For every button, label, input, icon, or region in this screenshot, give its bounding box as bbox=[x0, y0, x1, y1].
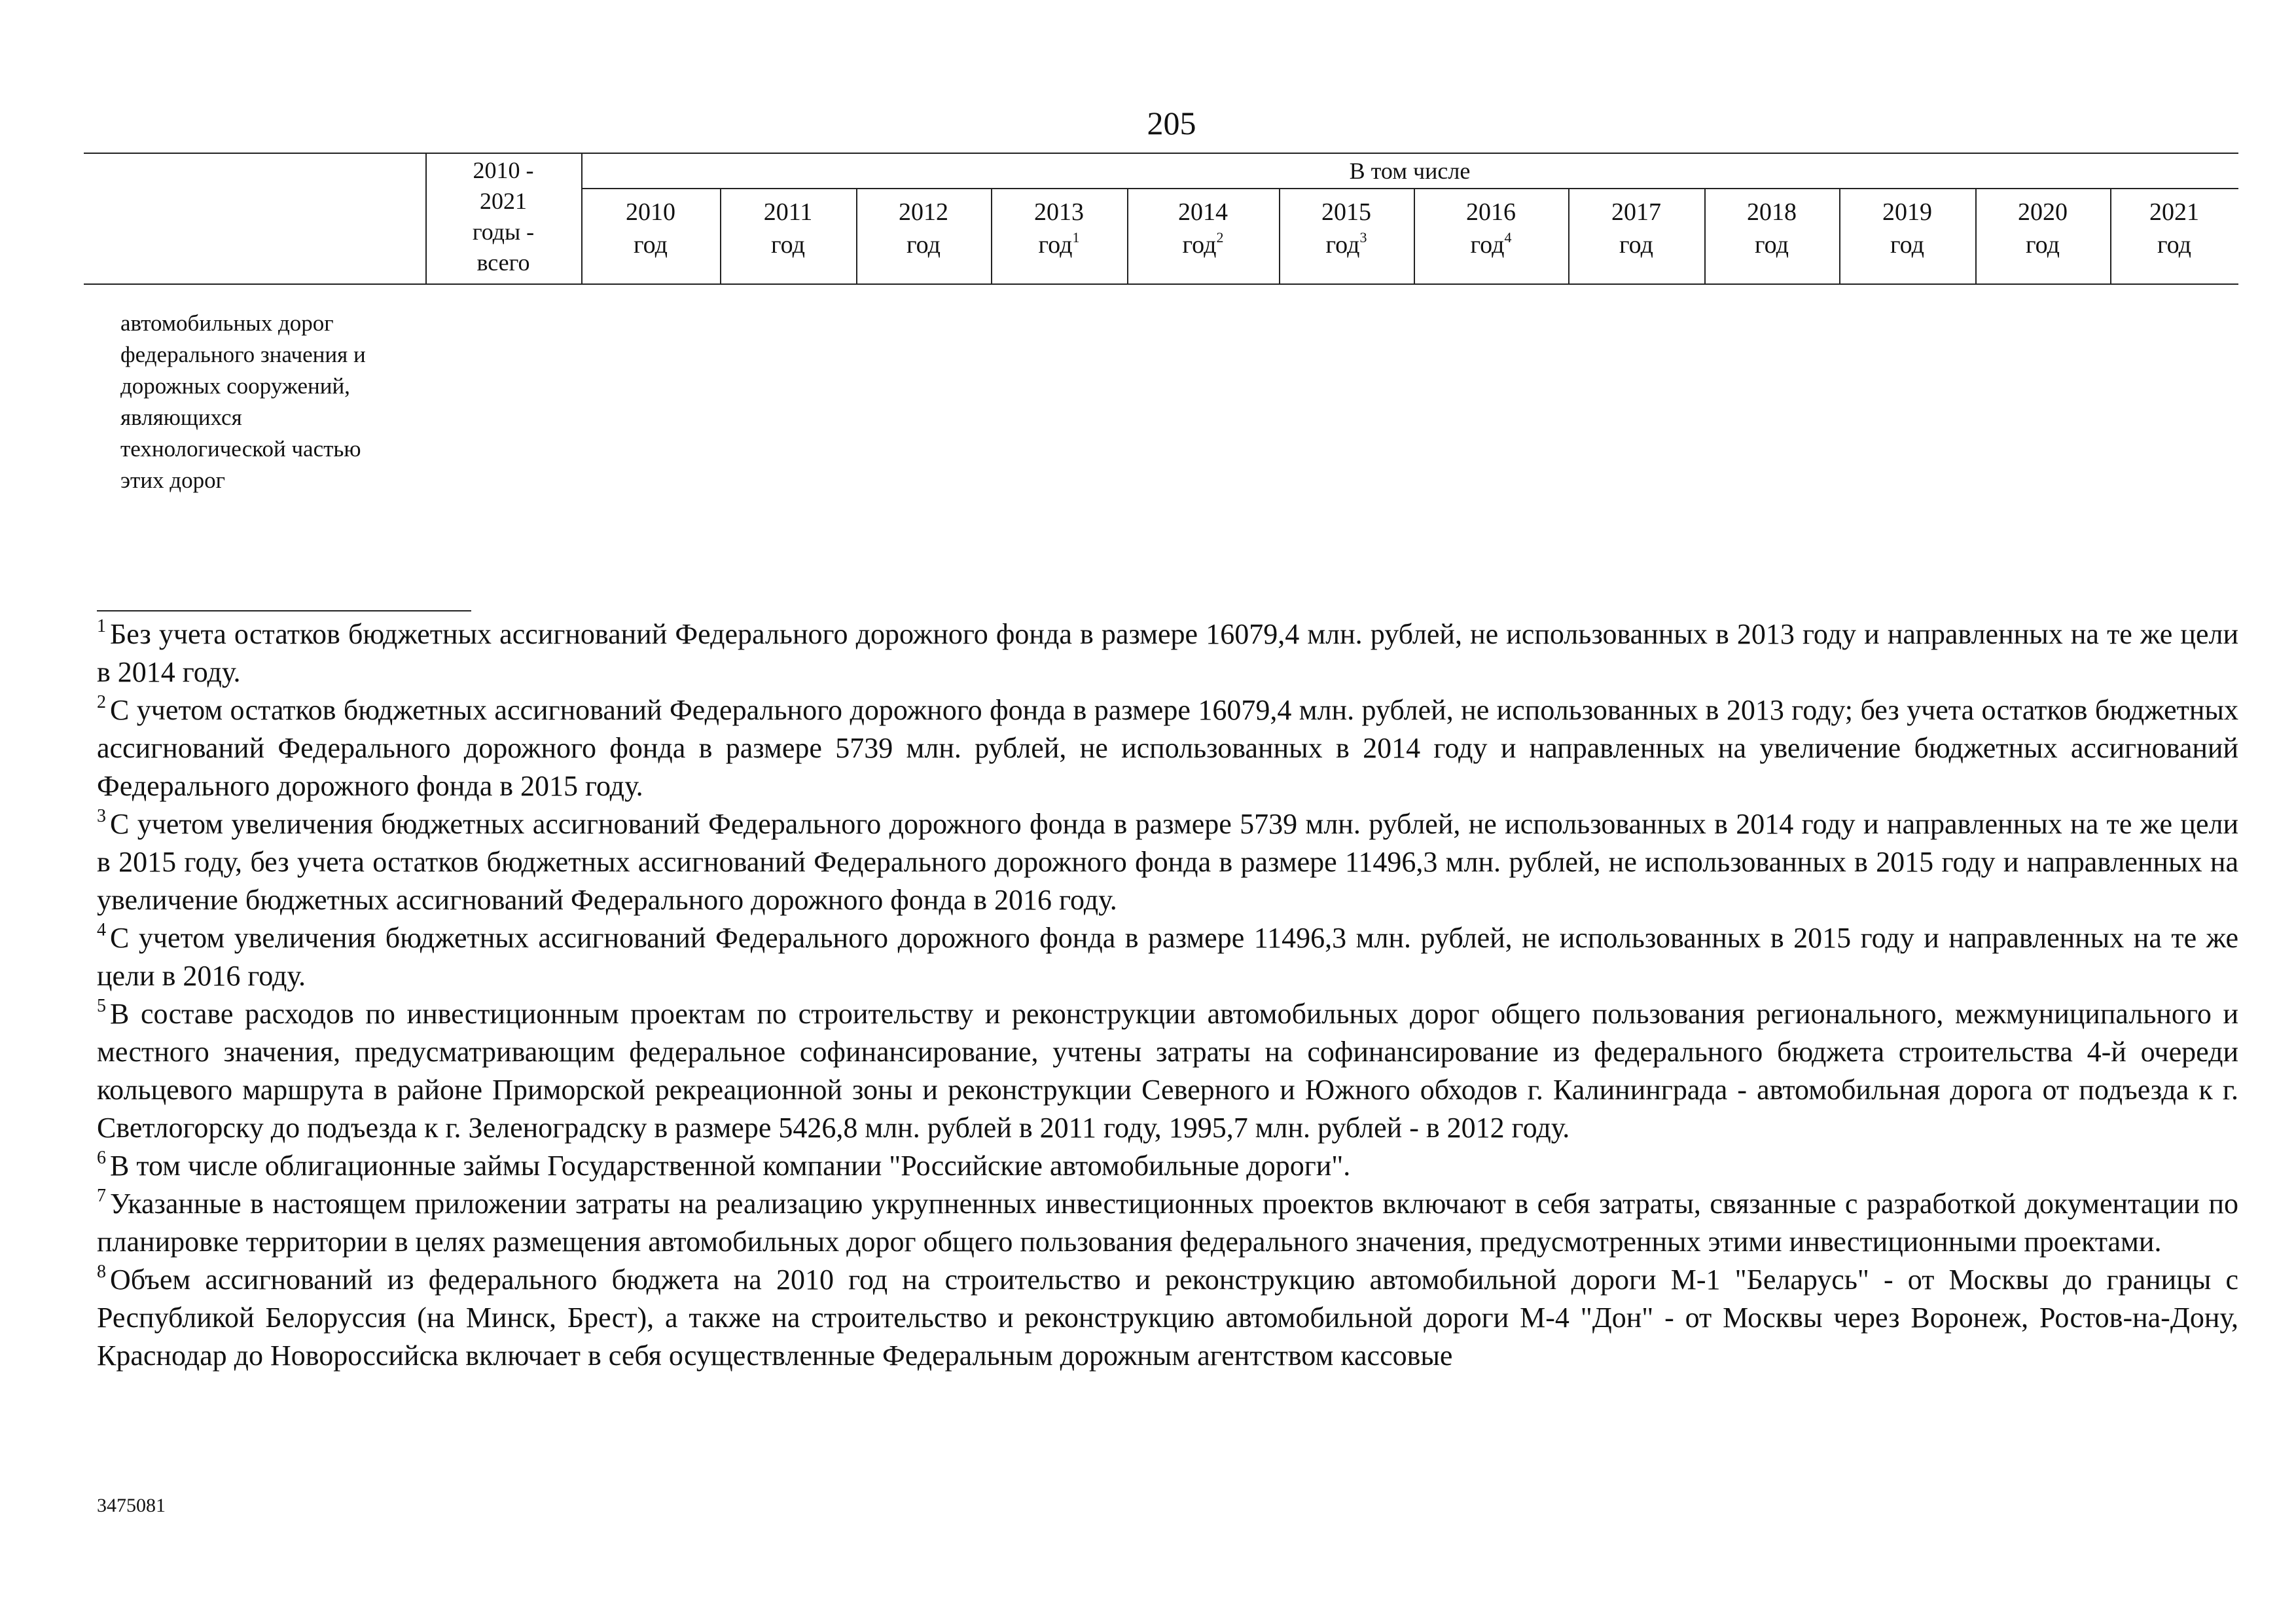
year-unit-text: год bbox=[1470, 231, 1505, 259]
year-label: 2014 bbox=[1178, 198, 1228, 226]
year-unit-text: год bbox=[1182, 231, 1217, 259]
row-label-line: являющихся bbox=[120, 405, 242, 430]
year-unit bbox=[1975, 228, 2110, 261]
year-unit bbox=[581, 228, 720, 261]
footnote-reference: 3 bbox=[1359, 229, 1367, 246]
footnote bbox=[97, 1261, 2238, 1375]
year-unit bbox=[1568, 228, 1704, 261]
year-label: 2017 bbox=[1611, 198, 1661, 226]
year-column-header bbox=[1279, 188, 1414, 283]
year-unit-text: год bbox=[906, 231, 941, 259]
footnote bbox=[97, 995, 2238, 1147]
footnote bbox=[97, 1147, 2238, 1185]
year-label: 2021 bbox=[2149, 198, 2199, 226]
footnote-separator bbox=[97, 610, 471, 611]
footnote-number: 3 bbox=[97, 806, 106, 826]
year-unit-text: год bbox=[1038, 231, 1073, 259]
total-header-line: 2010 - bbox=[473, 157, 534, 183]
year-label: 2018 bbox=[1747, 198, 1797, 226]
included-title: В том числе bbox=[1349, 158, 1471, 184]
footnote-text: В том числе облигационные займы Государственной компании "Российские автомобильные дороги". bbox=[110, 1150, 1351, 1182]
row-label-line: дорожных сооружений, bbox=[120, 373, 350, 399]
year-unit bbox=[1127, 228, 1279, 261]
total-header-line: 2021 bbox=[480, 188, 527, 214]
footnote bbox=[97, 1185, 2238, 1261]
total-header-line: всего bbox=[476, 249, 530, 276]
year-column-header bbox=[991, 188, 1127, 283]
year-column-header bbox=[1414, 188, 1568, 283]
footnote-text: Указанные в настоящем приложении затраты на реализацию укрупненных инвестиционных проектов включают в себя затраты, связанные с разработкой документации по планировке территории в целях размещения автомобильных дорог общего пользования федерального значения, предусмотренных этими инвестиционными проектами. bbox=[97, 1188, 2238, 1258]
year-column-header bbox=[1975, 188, 2110, 283]
footnote bbox=[97, 691, 2238, 805]
row-label-line: автомобильных дорог bbox=[120, 310, 334, 336]
year-unit-text: год bbox=[1755, 231, 1789, 259]
year-label: 2016 bbox=[1466, 198, 1516, 226]
footnote bbox=[97, 615, 2238, 691]
row-label-line: технологической частью bbox=[120, 436, 361, 462]
footnote-number: 4 bbox=[97, 920, 106, 940]
year-column-header bbox=[1704, 188, 1839, 283]
year-column-header bbox=[1839, 188, 1975, 283]
year-unit-text: год bbox=[2157, 231, 2191, 259]
footnote-text: В составе расходов по инвестиционным проектам по строительству и реконструкции автомобильных дорог общего пользования регионального, межмуниципального и местного значения, предусматривающим федеральное софинансирование, учтены затраты на софинансирование из федерального бюджета строительства 4-й очереди кольцевого маршрута в районе Приморской рекреационной зоны и реконструкции Северного и Южного обходов г. Калининграда - автомобильная дорога от подъезда к г. Светлогорску до подъезда к г. Зеленоградску в размере 5426,8 млн. рублей в 2011 году, 1995,7 млн. рублей - в 2012 году. bbox=[97, 998, 2238, 1144]
year-label: 2012 bbox=[899, 198, 948, 226]
year-unit bbox=[991, 228, 1127, 261]
page-number: 205 bbox=[1147, 105, 1196, 141]
year-unit-text: год bbox=[1890, 231, 1924, 259]
footnote bbox=[97, 919, 2238, 995]
year-unit-text: год bbox=[771, 231, 805, 259]
footnote-number: 8 bbox=[97, 1262, 106, 1282]
row-label-line: федерального значения и bbox=[120, 342, 366, 367]
footnote-reference: 4 bbox=[1504, 229, 1512, 246]
total-header-line: годы - bbox=[472, 219, 535, 245]
year-column-header bbox=[1568, 188, 1704, 283]
footnote-number: 5 bbox=[97, 996, 106, 1016]
footnote-number: 1 bbox=[97, 616, 106, 636]
year-column-header bbox=[856, 188, 991, 283]
year-unit bbox=[2110, 228, 2238, 261]
footnotes bbox=[97, 615, 2238, 1375]
year-label: 2013 bbox=[1034, 198, 1084, 226]
year-unit bbox=[1279, 228, 1414, 261]
document-code: 3475081 bbox=[97, 1495, 166, 1516]
footnote-reference: 2 bbox=[1216, 229, 1224, 246]
year-column-header bbox=[2110, 188, 2238, 283]
footnote-text: Без учета остатков бюджетных ассигнований Федерального дорожного фонда в размере 16079,4 млн. рублей, не использованных в 2013 году и направленных на те же цели в 2014 году. bbox=[97, 618, 2238, 688]
footnote-number: 6 bbox=[97, 1148, 106, 1168]
year-unit-text: год bbox=[1619, 231, 1653, 259]
row-label bbox=[120, 308, 428, 496]
year-unit-text: год bbox=[2026, 231, 2060, 259]
year-column-header bbox=[1127, 188, 1279, 283]
row-label-line: этих дорог bbox=[120, 467, 225, 493]
footnote bbox=[97, 805, 2238, 919]
year-unit bbox=[1414, 228, 1568, 261]
table-header bbox=[84, 153, 2238, 285]
footnote-text: С учетом увеличения бюджетных ассигнований Федерального дорожного фонда в размере 11496,3 млн. рублей, не использованных в 2015 году и направленных на те же цели в 2016 году. bbox=[97, 922, 2238, 992]
year-unit bbox=[1704, 228, 1839, 261]
year-label: 2010 bbox=[626, 198, 675, 226]
footnote-number: 2 bbox=[97, 692, 106, 712]
year-unit bbox=[720, 228, 856, 261]
year-unit-text: год bbox=[634, 231, 668, 259]
year-column-header bbox=[581, 188, 720, 283]
footnote-number: 7 bbox=[97, 1186, 106, 1206]
year-label: 2015 bbox=[1321, 198, 1371, 226]
year-label: 2011 bbox=[763, 198, 813, 226]
total-column-header bbox=[425, 154, 581, 283]
year-unit bbox=[856, 228, 991, 261]
year-label: 2020 bbox=[2018, 198, 2068, 226]
year-label: 2019 bbox=[1882, 198, 1932, 226]
year-column-header bbox=[720, 188, 856, 283]
year-unit bbox=[1839, 228, 1975, 261]
footnote-reference: 1 bbox=[1072, 229, 1080, 246]
footnote-text: С учетом остатков бюджетных ассигнований Федерального дорожного фонда в размере 16079,4 млн. рублей, не использованных в 2013 году; без учета остатков бюджетных ассигнований Федерального дорожного фонда в размере 5739 млн. рублей, не использованных в 2014 году и направленных на увеличение бюджетных ассигнований Федерального дорожного фонда в 2015 году. bbox=[97, 694, 2238, 802]
footnote-text: С учетом увеличения бюджетных ассигнований Федерального дорожного фонда в размере 5739 млн. рублей, не использованных в 2014 году и направленных на те же цели в 2015 году, без учета остатков бюджетных ассигнований Федерального дорожного фонда в размере 11496,3 млн. рублей, не использованных в 2015 году и направленных на увеличение бюджетных ассигнований Федерального дорожного фонда в 2016 году. bbox=[97, 808, 2238, 916]
year-unit-text: год bbox=[1325, 231, 1360, 259]
footnote-text: Объем ассигнований из федерального бюджета на 2010 год на строительство и реконструкцию автомобильной дороги М-1 "Беларусь" - от Москвы до границы с Республикой Белоруссия (на Минск, Брест), а также на строительство и реконструкцию автомобильной дороги М-4 "Дон" - от Москвы через Воронеж, Ростов-на-Дону, Краснодар до Новороссийска включает в себя осуществленные Федеральным дорожным агентством кассовые bbox=[97, 1264, 2238, 1372]
